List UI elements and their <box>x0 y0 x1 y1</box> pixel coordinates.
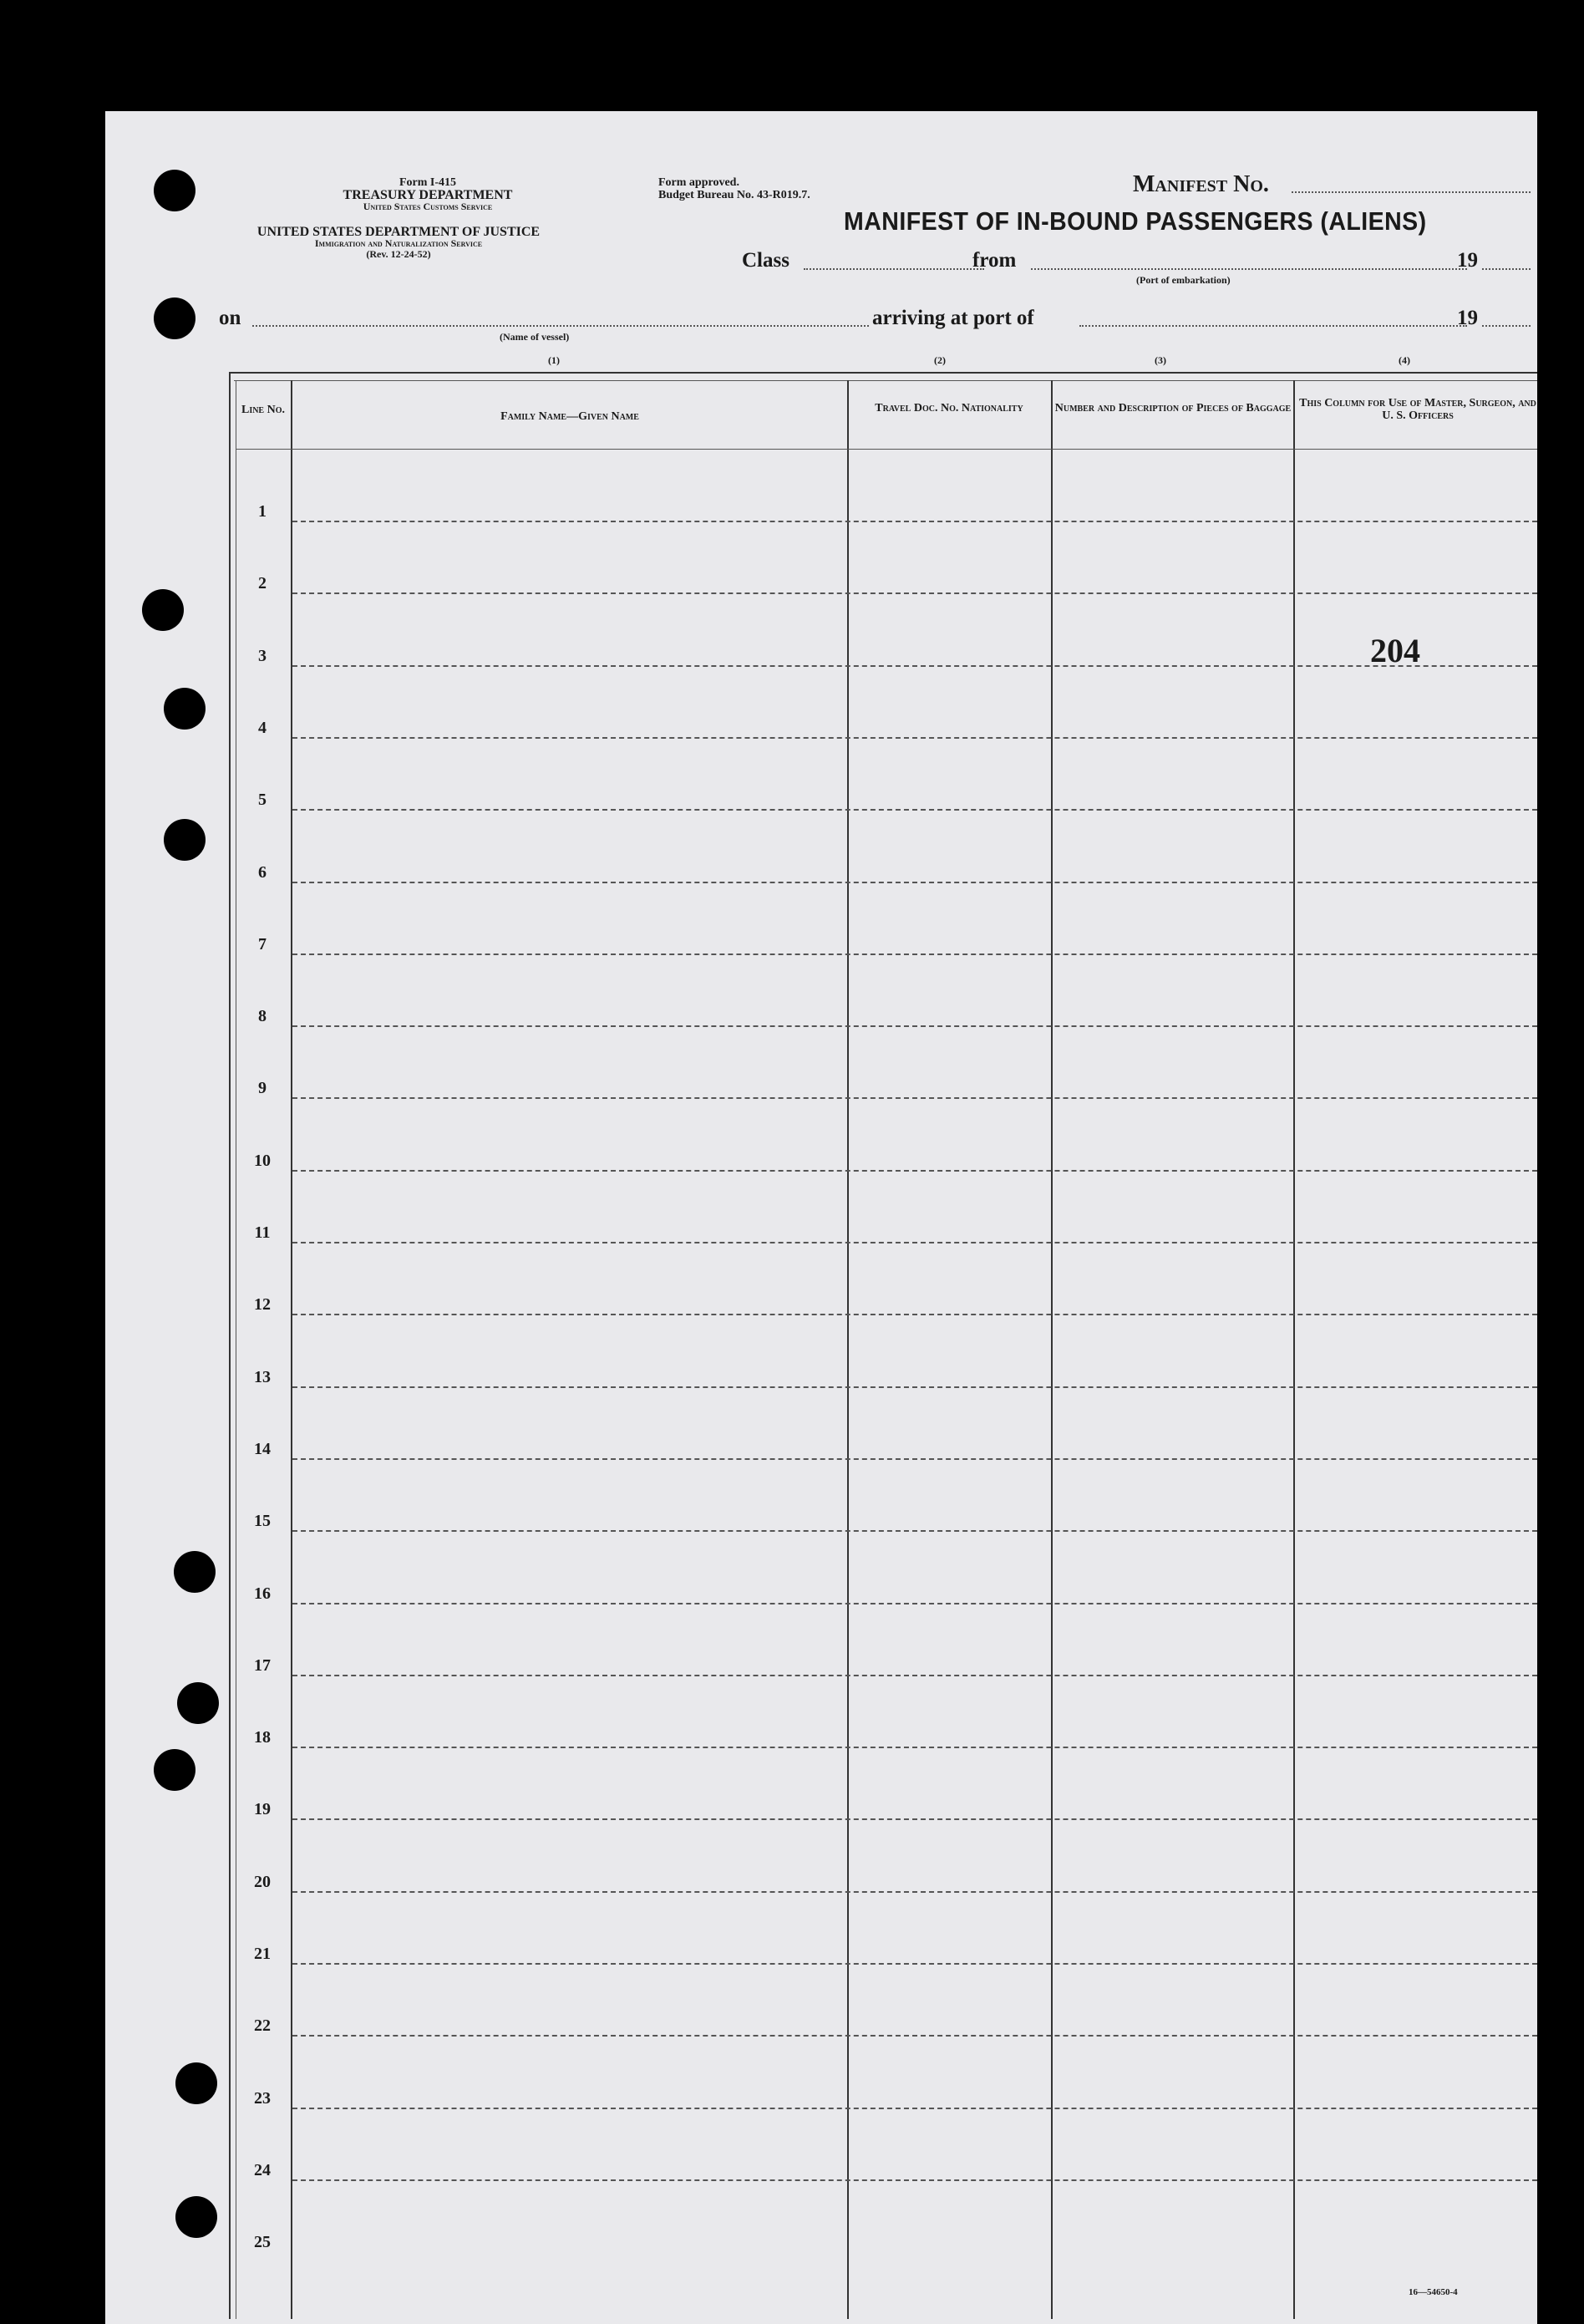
row-rule <box>292 1818 1537 1820</box>
budget-bureau: Budget Bureau No. 43-R019.7. <box>658 189 810 201</box>
punch-hole <box>174 1551 216 1593</box>
row-rule <box>292 1242 1537 1243</box>
header-family-name: Family Name—Given Name <box>500 410 639 423</box>
on-label: on <box>219 307 241 329</box>
row-rule <box>292 592 1537 594</box>
header-baggage: Number and Description of Pieces of Baggage <box>1054 402 1292 414</box>
line-number: 11 <box>254 1223 271 1242</box>
vessel-name-field[interactable] <box>252 325 869 327</box>
row-rule <box>292 2179 1537 2181</box>
row-rule <box>292 954 1537 955</box>
arrival-port-field[interactable] <box>1079 325 1467 327</box>
line-number: 4 <box>258 719 267 737</box>
stamp-number: 204 <box>1370 632 1420 669</box>
year-field-1[interactable] <box>1482 268 1531 270</box>
line-number: 18 <box>254 1728 271 1747</box>
row-rule <box>292 737 1537 739</box>
header-travel-doc: Travel Doc. No. Nationality <box>875 402 1023 414</box>
from-label: from <box>972 249 1017 272</box>
punch-hole <box>154 1749 195 1791</box>
row-rule <box>292 1530 1537 1532</box>
column-divider-traveldoc <box>1051 380 1053 2319</box>
line-number: 19 <box>254 1800 271 1818</box>
row-rule <box>292 1025 1537 1027</box>
row-rule <box>292 2035 1537 2037</box>
column-divider-line-no <box>291 380 292 2319</box>
row-rule <box>292 882 1537 883</box>
year-label-1: 19 <box>1457 249 1478 272</box>
line-number: 10 <box>254 1152 271 1170</box>
customs-service: United States Customs Service <box>363 201 493 212</box>
revision-date: (Rev. 12-24-52) <box>366 248 431 260</box>
row-rule <box>292 1747 1537 1748</box>
header-bottom-rule <box>236 449 1537 450</box>
table-top-border-inner <box>234 380 1537 381</box>
manifest-form-page <box>105 111 1537 2324</box>
row-rule <box>292 521 1537 522</box>
row-rule <box>292 2108 1537 2109</box>
justice-dept: UNITED STATES DEPARTMENT OF JUSTICE <box>256 225 541 239</box>
line-number: 13 <box>254 1368 271 1386</box>
port-embarkation-field[interactable] <box>1031 268 1467 270</box>
table-top-border <box>229 372 1537 374</box>
column-divider-baggage <box>1293 380 1295 2319</box>
manifest-no-label: Manifest No. <box>1133 171 1269 197</box>
row-rule <box>292 1386 1537 1388</box>
line-number: 8 <box>258 1007 267 1025</box>
row-rule <box>292 1458 1537 1460</box>
year-field-2[interactable] <box>1482 325 1531 327</box>
line-number: 15 <box>254 1512 271 1530</box>
line-number: 6 <box>258 863 267 882</box>
punch-hole <box>177 1682 219 1724</box>
class-field[interactable] <box>804 268 984 270</box>
line-number: 16 <box>254 1584 271 1603</box>
row-rule <box>292 1675 1537 1676</box>
column-number-4: (4) <box>1399 354 1410 366</box>
line-number: 21 <box>254 1945 271 1963</box>
class-label: Class <box>742 249 789 272</box>
punch-hole <box>175 2062 217 2104</box>
treasury-dept: TREASURY DEPARTMENT <box>343 188 513 202</box>
line-number: 7 <box>258 935 267 954</box>
line-number: 22 <box>254 2016 271 2035</box>
column-number-3: (3) <box>1155 354 1166 366</box>
column-divider-name <box>847 380 849 2319</box>
row-rule <box>292 665 1537 667</box>
punch-hole <box>164 688 206 730</box>
row-rule <box>292 1097 1537 1099</box>
punch-hole <box>142 589 184 631</box>
line-number: 2 <box>258 574 267 592</box>
header-line-no: Line No. <box>241 404 285 416</box>
form-number: Form I-415 <box>399 176 457 189</box>
row-rule <box>292 1963 1537 1965</box>
column-number-2: (2) <box>934 354 946 366</box>
punch-hole <box>164 819 206 861</box>
footer-print-code: 16—54650-4 <box>1409 2287 1458 2297</box>
line-number: 20 <box>254 1873 271 1891</box>
row-rule <box>292 1314 1537 1315</box>
line-number: 23 <box>254 2089 271 2108</box>
vessel-caption: (Name of vessel) <box>500 331 570 343</box>
line-number: 17 <box>254 1656 271 1675</box>
column-number-1: (1) <box>548 354 560 366</box>
line-number: 12 <box>254 1295 271 1314</box>
arriving-label: arriving at port of <box>872 307 1034 329</box>
line-number: 5 <box>258 791 267 809</box>
form-approved: Form approved. <box>658 176 739 189</box>
header-officers-use: This Column for Use of Master, Surgeon, and U. S. Officers <box>1299 397 1536 422</box>
punch-hole <box>154 297 195 339</box>
row-rule <box>292 1170 1537 1172</box>
line-number: 25 <box>254 2233 271 2251</box>
line-number: 1 <box>258 502 267 521</box>
line-number: 9 <box>258 1079 267 1097</box>
row-rule <box>292 1891 1537 1893</box>
line-number: 14 <box>254 1440 271 1458</box>
port-embarkation-caption: (Port of embarkation) <box>1136 274 1231 286</box>
table-left-border <box>229 372 231 2319</box>
ins-service: Immigration and Naturalization Service <box>314 237 483 249</box>
punch-hole <box>175 2196 217 2238</box>
punch-hole <box>154 170 195 211</box>
year-label-2: 19 <box>1457 307 1478 329</box>
row-rule <box>292 809 1537 811</box>
line-number: 3 <box>258 647 267 665</box>
row-rule <box>292 1603 1537 1604</box>
line-number: 24 <box>254 2161 271 2179</box>
page-title: MANIFEST OF IN-BOUND PASSENGERS (ALIENS) <box>844 206 1427 236</box>
manifest-no-field[interactable] <box>1292 191 1531 193</box>
